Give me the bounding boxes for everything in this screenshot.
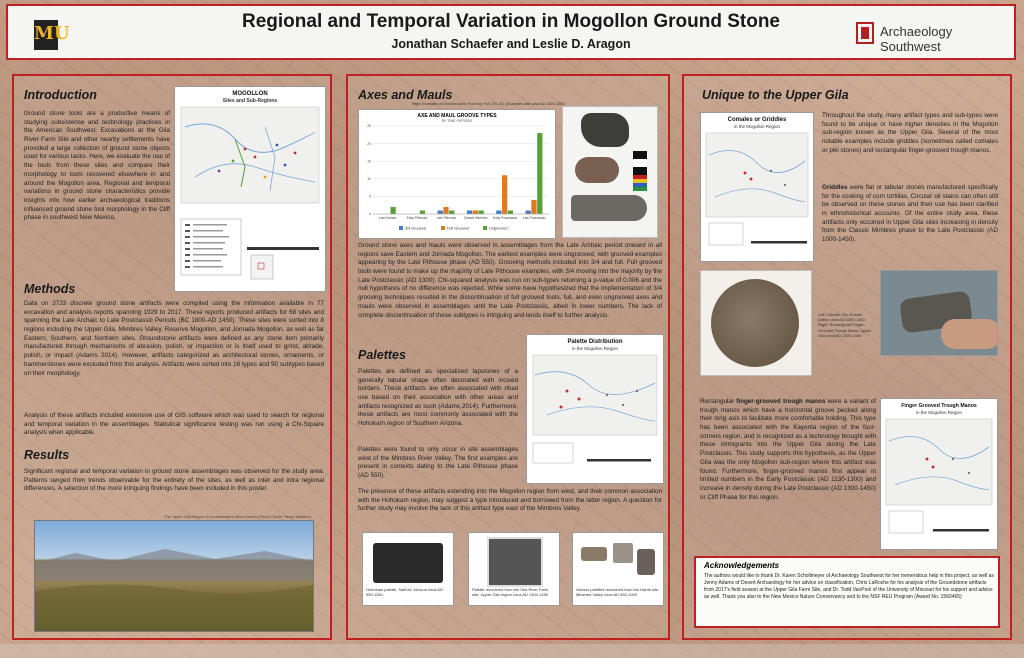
chart-x-tick-label: Late Postclassic [522, 216, 546, 220]
methods-heading: Methods [24, 282, 76, 296]
poster-title: Regional and Temporal Variation in Mogollon Ground Stone [242, 11, 780, 32]
chart-y-tick-label: 0 [369, 212, 371, 217]
acknowledgements-box [694, 556, 1000, 628]
griddle-photo [700, 270, 812, 376]
griddle-mano-caption: Left: Griddle, Rio Grande Valley circa AD 1300-1450. Right: Rectangular Finger-Grooved Trough Mano, Upper Gila circa AD 1300-1450 [818, 312, 872, 338]
palettes-text: Palettes are defined as specialized lapstones of a generally tabular shape often decorated with incised borders. These artifacts are often associated with ritual use based on their association with other areas and artifacts recognized as such (Adams 2014). Furthermore, these artifacts are most commonly associated with the Hohokam region of Southern Arizona. [358, 368, 518, 428]
grooved-axes-photo [562, 106, 658, 238]
trough-manos-prefix: Rectangular [700, 398, 737, 405]
acknowledgements-heading: Acknowledgements [704, 561, 780, 570]
archaeology-southwest-logo-icon [856, 22, 874, 44]
chart-bar [449, 210, 454, 214]
map-title: Comales or Griddles [727, 117, 787, 123]
photo-caption: Various palettes recovered from the Harris site, Mimbres Valley circa AD 650-1000 [576, 587, 660, 598]
acknowledgements-text: The authors would like to thank Dr. Karen Schollmeyer of Archaeology Southwest for her tremendous help in this project, as well as Jenny Adams of Desert Archaeology for her advice on classification, Chris LaRoche for his analysis of the Groundstone artifacts from 2017's field season at the Upper Gila Farm Site, and Dr. Todd VanPool of the University of Missouri for his support and advice as well. Thank you also to the New Mexico Nature Conservancy and to the NSF REU Program (Award No. 1560465) [704, 573, 994, 600]
methods-analysis-text: Analysis of these artifacts included extensive use of GIS software which was used to search for regional and temporal variation in the assemblages. Statistical significance testing was run using a Chi-Square analysis when applicable. [24, 412, 324, 437]
chart-x-tick-label: Late Pithouse [436, 216, 457, 220]
chart-y-tick-label: 5 [369, 194, 371, 199]
chart-bar [478, 210, 483, 214]
map-subtitle: in the Mogollon Region [915, 410, 963, 415]
map-graphic [175, 87, 325, 291]
griddles-description: were flat or tabular stones manufactured specifically for the cooking of corn tortillas. Circular oil stains can often still be observed on these stones and their use has been clarified in ethnohistorical accounts. Of the entire study area, these artifacts only occurred in Upper Gila sites increasing in density from the Classic Mimbres phase to the Late Postclassic (AD 1000-1450). [822, 184, 998, 244]
trough-manos-description: were a variant of trough manos which have a horizontal groove pecked along their long axis to facilitate more comfortable holding. This type has been associated with the Kayenta region of the four-corners region, and is recognized as a technology brought with these immigrants into the Upper Gila during the Late Postclassic. This study supports this hypothesis, as the Upper Gila was the only Mogollon sub-region where this artifact was found. Furthermore, finger-grooved manos first appear in limited numbers in the Early Postclassic (AD 1130-1300) and increase in density during the Late Postclassic (AD 1300-1450) or Cliff Phase for this region. [700, 398, 876, 501]
map-title: Palette Distribution [567, 339, 623, 345]
introduction-text: Ground stone tools are a productive means of studying subsistence and technology practices in the American Southwest. Excavations at the Gila River Farm Site and other nearby settlements have provided a large collection of ground stone objects used for various tasks. Here, we evaluate the use of the tools from these sites and compare their morphology to tools recovered elsewhere in and around the Mogollon area. Regional and temporal variations in ground stone characteristics provide insights into how earlier archaeological traditions influenced ground stone tool morphology in the Cliff phase in southwest New Mexico. [24, 110, 170, 222]
methods-text: Data on 3733 discrete ground stone artifacts were compiled using the information available in 77 excavation and analysis reports spanning 1929 to 2017. These reports produced artifacts for 68 sites and spanning the Late Archaic to Late Postclassic Periods (BC 1800-AD 1450). These sites were sorted into 8 regions including the Upper Gila, Mimbres Valley, Reserve Mogollon, and Jornada Mogollon, as well as far Eastern, Southern, and Northern sites. Groundstone artifacts were defined as any stone item primarily manufactured through mechanisms of abrasion, polish, or impaction or is itself used to grind, abrade, polish, or impact (Adams 2014). However, artifacts categorized as architectural stones, ornaments, or hammerstones were excluded from this analysis. Artifacts were sorted into 16 types and 90 subtypes based on their morphology. [24, 300, 324, 377]
mogollon-sites-map [174, 86, 326, 292]
griddles-map [700, 112, 814, 262]
chart-bar [537, 133, 542, 214]
chart-bar [496, 210, 501, 214]
chart-bar [502, 175, 507, 214]
chart-legend-label: Ungrooved [489, 226, 508, 231]
upper-gila-intro-text: Throughout the study, many artifact types and sub-types were found to be unique or have higher densities in the Mogollon sub-region known as the Upper Gila. Several of the most notable examples include griddles (sometimes called comales or piki stones) and rectangular finger-grooved trough manos. [822, 112, 998, 154]
introduction-heading: Introduction [24, 88, 97, 102]
trough-mano-photo [880, 270, 998, 356]
groove-types-chart [358, 109, 556, 239]
landscape-photo-caption: The Upper Gila Region in southwestern New Mexico (Photo Credit: Henry Wallace) [164, 514, 312, 519]
mizzou-logo: MU [34, 20, 58, 50]
chart-bar [531, 200, 536, 214]
chart-x-tick-label: Early Pithouse [406, 216, 428, 220]
trough-manos-term: finger-grooved trough manos [736, 398, 826, 405]
palettes-heading: Palettes [358, 348, 406, 362]
middle-panel [346, 74, 670, 640]
chart-bar [438, 210, 443, 214]
chart-x-tick-label: Late Archaic [378, 216, 397, 220]
chart-plot [359, 110, 555, 238]
chart-bar [508, 210, 513, 214]
hohokam-palette-photo [362, 532, 454, 606]
left-panel [12, 74, 332, 640]
chart-y-tick-label: 15 [367, 159, 371, 164]
chart-bar [467, 210, 472, 214]
map-title: Finger Grooved Trough Manos [901, 403, 977, 409]
chart-legend-label: 3/4 Grooved [405, 226, 426, 231]
poster-header [6, 4, 1016, 60]
chart-bar [390, 207, 395, 214]
chart-y-tick-label: 25 [367, 124, 371, 129]
results-text: Significant regional and temporal variation in ground stone assemblages was observed for the study area. Patterns ranged from trends observable for the entirety of the sites, as well as inter and intra regional differences. A selection of the more intriguing findings have been included in this poster. [24, 468, 324, 493]
palettes-conclusion-text: The presence of these artifacts extending into the Mogollon region from west, and their common association with the Hohokam region, may suggest a type introduced and borrowed from the latter region. A question for further study may involve the lack of this artifact type east of the Mimbres Valley. [358, 488, 662, 513]
axes-photo-caption: Right: Examples of Grooved Axes; From top: Full, 3/4, 3/4. (Examples date circa AD 1300-1450) [412, 102, 565, 106]
axes-text: Ground stone axes and mauls were observed in assemblages from the Late Archaic period onward in all regions save Eastern and Jornada Mogollon. The earliest examples were ungrooved, with grooved examples appearing by the Late Pithouse phase (AD 550). Grooving methods included into 3/4 and full. Full grooved tools were found to make up the majority of Late Pithouse examples, with 3/4 moving into the majority by the Late Postclassic (AD 1300). Chi-squared analysis was run on sub-types returning a p-value of 0.006 and the null hypothesis of no difference was rejected. While some have hypothesized that the implementation of 3/4 grooving techniques resulted in the discontinuation of full grooved tools, full, and even ungrooved axes and mauls were observed in assemblages until the Late Postclassic, albeit in lower numbers. The lack of complete discontinuation of these subtypes is intriguing and lends itself to further analysis. [358, 242, 662, 319]
map-subtitle: in the Mogollon Region [733, 124, 781, 129]
chart-legend-swatch [441, 226, 445, 230]
photo-caption: Hohokam palette, Safford, Arizona circa AD 950-1150. [366, 587, 443, 598]
photo-caption: Palette recovered from the Gila River Farm site, Upper Gila region circa AD 1300-1450 [472, 587, 549, 598]
poster-authors: Jonathan Schaefer and Leslie D. Aragon [391, 37, 631, 51]
chart-y-tick-label: 20 [367, 141, 371, 146]
results-heading: Results [24, 448, 70, 462]
chart-bar [443, 207, 448, 214]
map-subtitle: Sites and Sub-Regions [222, 98, 278, 104]
map-subtitle: in the Mogollon Region [571, 346, 619, 351]
chart-bar [420, 210, 425, 214]
griddles-text [822, 184, 998, 245]
finger-grooved-manos-map [880, 398, 998, 550]
chart-legend-swatch [483, 226, 487, 230]
chart-title: AXE AND MAUL GROOVE TYPES [417, 113, 497, 119]
map-title: MOGOLLON [232, 91, 268, 97]
axes-mauls-heading: Axes and Mauls [358, 88, 453, 102]
upper-gila-landscape-photo [34, 520, 314, 632]
chart-x-tick-label: Early Postclassic [492, 216, 518, 220]
harris-palettes-photo [572, 532, 664, 606]
chart-subtitle: BY TIME PERIODS [441, 119, 473, 123]
palette-distribution-map [526, 334, 664, 484]
chart-bar [473, 210, 478, 214]
chart-legend-label: Full Grooved [447, 226, 469, 231]
upper-gila-heading: Unique to the Upper Gila [702, 88, 849, 102]
archaeology-southwest-logo-text: Archaeology Southwest [880, 24, 953, 54]
trough-manos-text [700, 398, 876, 502]
griddles-term: Griddles [822, 184, 848, 191]
gila-palette-photo [468, 532, 560, 606]
chart-legend-swatch [399, 226, 403, 230]
chart-y-tick-label: 10 [367, 177, 371, 181]
chart-bar [526, 210, 531, 214]
palettes-distribution-text: Palettes were found to only occur in site assemblages west of the Mimbres River Valley. The first examples are present in contexts dating to the Late Pithouse phase (AD 550). [358, 446, 518, 480]
chart-x-tick-label: Classic Mimbres [463, 216, 488, 220]
